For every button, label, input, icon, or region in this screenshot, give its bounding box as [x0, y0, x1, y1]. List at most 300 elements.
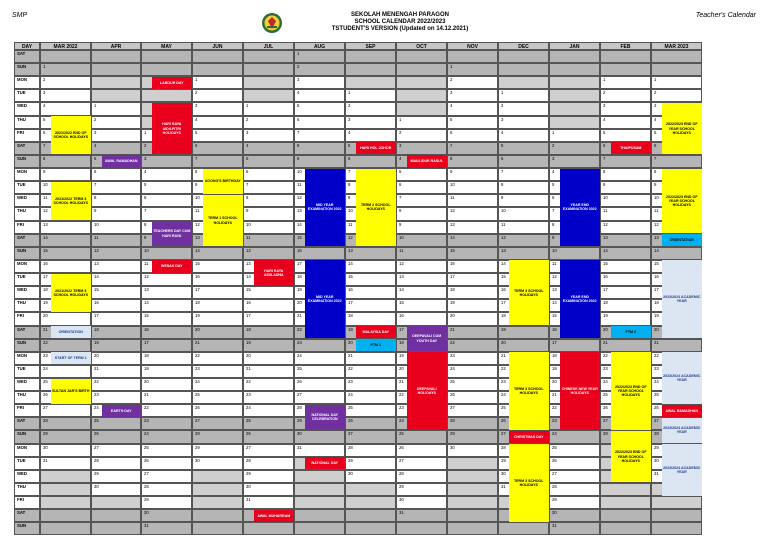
date-cell: 5: [192, 129, 243, 142]
date-cell: 31: [141, 522, 192, 535]
date-cell: 30: [192, 457, 243, 470]
empty-cell: [243, 50, 294, 63]
date-cell: 29: [243, 470, 294, 483]
date-cell: 14: [192, 247, 243, 260]
month-header: DEC: [498, 42, 549, 50]
date-cell: 8: [651, 168, 702, 181]
date-cell: 1: [600, 76, 651, 89]
day-label: MON: [14, 260, 40, 273]
date-cell: 5: [345, 142, 396, 155]
date-cell: 23: [294, 339, 345, 352]
date-cell: 30: [294, 430, 345, 443]
date-cell: 14: [294, 221, 345, 234]
date-cell: 10: [141, 247, 192, 260]
date-cell: 10: [345, 207, 396, 220]
empty-cell: [651, 509, 702, 522]
date-cell: 11: [141, 260, 192, 273]
date-cell: 23: [549, 417, 600, 430]
date-cell: 17: [243, 312, 294, 325]
date-cell: 31: [651, 470, 702, 483]
date-cell: 3: [294, 76, 345, 89]
date-cell: 20: [447, 312, 498, 325]
empty-cell: [40, 496, 91, 509]
date-cell: 16: [192, 273, 243, 286]
date-cell: 16: [243, 299, 294, 312]
date-cell: 20: [141, 378, 192, 391]
date-cell: 18: [345, 312, 396, 325]
month-header: JUL: [243, 42, 294, 50]
date-cell: 22: [91, 378, 141, 391]
date-cell: 25: [345, 404, 396, 417]
calendar-event: DEEPAVALI CUM YOUTH DAY: [407, 326, 447, 351]
date-cell: 2: [294, 63, 345, 76]
month-header: OCT: [396, 42, 447, 50]
date-cell: 16: [345, 286, 396, 299]
date-cell: 4: [192, 116, 243, 129]
date-cell: 25: [91, 417, 141, 430]
date-cell: 25: [396, 430, 447, 443]
empty-cell: [498, 50, 549, 63]
calendar-event: NATIONAL DAY: [305, 457, 345, 469]
date-cell: 26: [243, 430, 294, 443]
date-cell: 16: [600, 273, 651, 286]
date-cell: 19: [91, 339, 141, 352]
date-cell: 16: [549, 326, 600, 339]
date-cell: 4: [40, 102, 91, 115]
date-cell: 29: [549, 496, 600, 509]
month-header: MAR 2022: [40, 42, 91, 50]
empty-cell: [141, 89, 192, 102]
date-cell: 29: [651, 444, 702, 457]
date-cell: 2: [498, 102, 549, 115]
empty-cell: [294, 496, 345, 509]
date-cell: 5: [243, 155, 294, 168]
calendar-event: 2023/2024 ACADEMIC YEAR: [662, 352, 702, 403]
date-cell: 10: [243, 221, 294, 234]
date-cell: 12: [651, 221, 702, 234]
day-label: TUE: [14, 181, 40, 194]
date-cell: 18: [141, 352, 192, 365]
date-cell: 22: [40, 339, 91, 352]
date-cell: 28: [192, 430, 243, 443]
calendar-event: NATIONAL DAY CELEBRATION: [305, 405, 345, 430]
date-cell: 3: [651, 102, 702, 115]
empty-cell: [549, 116, 600, 129]
date-cell: 12: [549, 273, 600, 286]
date-cell: 16: [498, 286, 549, 299]
empty-cell: [141, 50, 192, 63]
date-cell: 6: [651, 142, 702, 155]
calendar-event: LABOUR DAY: [152, 77, 192, 89]
date-cell: 21: [294, 312, 345, 325]
date-cell: 9: [91, 207, 141, 220]
date-cell: 18: [651, 299, 702, 312]
day-label: SAT: [14, 50, 40, 63]
date-cell: 17: [345, 299, 396, 312]
date-cell: 1: [91, 102, 141, 115]
date-cell: 27: [40, 404, 91, 417]
empty-cell: [91, 76, 141, 89]
date-cell: 4: [396, 155, 447, 168]
empty-cell: [396, 89, 447, 102]
date-cell: 7: [243, 181, 294, 194]
date-cell: 7: [396, 194, 447, 207]
calendar-event: THAIPUSAM: [611, 142, 651, 154]
date-cell: 20: [345, 339, 396, 352]
empty-cell: [91, 63, 141, 76]
date-cell: 25: [600, 391, 651, 404]
date-cell: 26: [294, 378, 345, 391]
date-cell: 14: [243, 273, 294, 286]
date-cell: 24: [600, 378, 651, 391]
date-cell: 25: [141, 444, 192, 457]
date-cell: 10: [549, 247, 600, 260]
date-cell: 12: [294, 194, 345, 207]
day-label: FRI: [14, 221, 40, 234]
date-cell: 8: [549, 221, 600, 234]
date-cell: 7: [192, 155, 243, 168]
day-label: FRI: [14, 404, 40, 417]
date-cell: 20: [243, 352, 294, 365]
date-cell: 26: [141, 457, 192, 470]
date-cell: 15: [447, 247, 498, 260]
date-cell: 29: [498, 457, 549, 470]
calendar-type-label: Teacher's Calendar: [695, 12, 756, 19]
date-cell: 14: [345, 260, 396, 273]
calendar-event: MID YEAR EXAMINATION 2022: [305, 169, 345, 247]
date-cell: 24: [40, 365, 91, 378]
date-cell: 13: [91, 260, 141, 273]
empty-cell: [345, 483, 396, 496]
calendar-event: TERM 2 SCHOOL HOLIDAYS: [356, 169, 396, 247]
date-cell: 15: [396, 299, 447, 312]
date-cell: 20: [549, 378, 600, 391]
date-cell: 14: [600, 247, 651, 260]
date-cell: 13: [192, 234, 243, 247]
date-cell: 26: [447, 391, 498, 404]
date-cell: 23: [600, 365, 651, 378]
date-cell: 27: [498, 430, 549, 443]
empty-cell: [243, 76, 294, 89]
date-cell: 19: [40, 299, 91, 312]
date-cell: 4: [345, 129, 396, 142]
date-cell: 22: [498, 365, 549, 378]
date-cell: 22: [396, 391, 447, 404]
date-cell: 18: [192, 299, 243, 312]
date-cell: 22: [192, 352, 243, 365]
empty-cell: [600, 496, 651, 509]
date-cell: 12: [40, 207, 91, 220]
date-cell: 25: [447, 378, 498, 391]
date-cell: 25: [651, 391, 702, 404]
date-cell: 27: [294, 391, 345, 404]
date-cell: 10: [192, 194, 243, 207]
date-cell: 21: [91, 365, 141, 378]
date-cell: 1: [141, 129, 192, 142]
date-cell: 16: [141, 326, 192, 339]
date-cell: 13: [396, 273, 447, 286]
day-label: MON: [14, 352, 40, 365]
date-cell: 24: [447, 365, 498, 378]
day-label: SUN: [14, 155, 40, 168]
date-cell: 23: [40, 352, 91, 365]
date-cell: 5: [141, 181, 192, 194]
empty-cell: [40, 483, 91, 496]
date-cell: 28: [91, 457, 141, 470]
date-cell: 21: [192, 339, 243, 352]
calendar-event: TERM 1 SCHOOL HOLIDAYS: [203, 195, 243, 246]
date-cell: 19: [447, 299, 498, 312]
date-cell: 9: [447, 168, 498, 181]
date-cell: 14: [651, 247, 702, 260]
calendar-event: 2022/2023 END OF YEAR SCHOOL HOLIDAYS: [611, 352, 651, 430]
empty-cell: [549, 76, 600, 89]
date-cell: 31: [498, 483, 549, 496]
date-cell: 27: [345, 430, 396, 443]
empty-cell: [40, 50, 91, 63]
date-cell: 3: [40, 89, 91, 102]
date-cell: 13: [40, 221, 91, 234]
date-cell: 16: [294, 247, 345, 260]
date-cell: 11: [651, 207, 702, 220]
date-cell: 9: [40, 168, 91, 181]
empty-cell: [243, 63, 294, 76]
date-cell: 3: [600, 102, 651, 115]
date-cell: 26: [600, 404, 651, 417]
date-cell: 13: [345, 247, 396, 260]
date-cell: 2: [192, 89, 243, 102]
calendar-event: TERM 3 SCHOOL HOLIDAYS: [509, 352, 549, 430]
date-cell: 9: [345, 194, 396, 207]
date-cell: 5: [294, 102, 345, 115]
date-cell: 12: [141, 273, 192, 286]
date-cell: 21: [447, 326, 498, 339]
date-cell: 15: [141, 312, 192, 325]
date-cell: 14: [40, 234, 91, 247]
date-cell: 11: [498, 221, 549, 234]
date-cell: 11: [192, 207, 243, 220]
date-cell: 27: [396, 457, 447, 470]
date-cell: 23: [192, 365, 243, 378]
calendar-event: AWAL MUHARRAM: [254, 510, 294, 522]
date-cell: 15: [498, 273, 549, 286]
date-cell: 7: [600, 155, 651, 168]
calendar-event: 2021/2022 END OF SCHOOL HOLIDAYS: [51, 116, 91, 154]
date-cell: 12: [600, 221, 651, 234]
calendar-event: 2022/2023 END OF YEAR SCHOOL HOLIDAYS: [662, 103, 702, 154]
school-code-label: SMP: [12, 12, 28, 19]
empty-cell: [447, 50, 498, 63]
date-cell: 24: [141, 430, 192, 443]
date-cell: 17: [447, 273, 498, 286]
date-cell: 19: [345, 326, 396, 339]
date-cell: 9: [600, 181, 651, 194]
calendar-event: AWAL RAMADHAN: [102, 155, 141, 167]
date-cell: 18: [498, 312, 549, 325]
date-cell: 2: [447, 76, 498, 89]
date-cell: 5: [600, 129, 651, 142]
date-cell: 15: [40, 247, 91, 260]
empty-cell: [40, 522, 91, 535]
date-cell: 6: [91, 168, 141, 181]
date-cell: 1: [294, 50, 345, 63]
date-cell: 3: [447, 89, 498, 102]
date-cell: 29: [447, 430, 498, 443]
date-cell: 27: [243, 444, 294, 457]
date-cell: 20: [498, 339, 549, 352]
empty-cell: [447, 522, 498, 535]
date-cell: 26: [651, 404, 702, 417]
date-cell: 17: [396, 326, 447, 339]
date-cell: 28: [294, 404, 345, 417]
calendar-event: ORIENTATION: [662, 234, 702, 246]
empty-cell: [498, 522, 549, 535]
date-cell: 17: [40, 273, 91, 286]
date-cell: 27: [549, 470, 600, 483]
date-cell: 29: [40, 430, 91, 443]
day-label: MON: [14, 444, 40, 457]
date-cell: 23: [396, 404, 447, 417]
date-cell: 19: [396, 352, 447, 365]
empty-cell: [447, 470, 498, 483]
date-cell: 9: [651, 181, 702, 194]
day-label: WED: [14, 102, 40, 115]
version-note: TSTUDENT'S VERSION (Updated on 14.12.2021): [331, 26, 469, 32]
calendar-event: 2021/2022 TERM 3 SCHOOL HOLIDAYS: [51, 274, 91, 312]
date-cell: 2: [141, 142, 192, 155]
empty-cell: [396, 102, 447, 115]
date-cell: 6: [345, 155, 396, 168]
day-label: TUE: [14, 365, 40, 378]
day-label: THU: [14, 391, 40, 404]
date-cell: 30: [91, 483, 141, 496]
date-cell: 19: [294, 286, 345, 299]
date-cell: 10: [396, 234, 447, 247]
date-cell: 12: [345, 234, 396, 247]
date-cell: 3: [396, 142, 447, 155]
date-cell: 11: [40, 194, 91, 207]
date-cell: 14: [549, 299, 600, 312]
calendar-event: 2023/2024 ACADEMIC YEAR: [662, 260, 702, 338]
day-label: WED: [14, 378, 40, 391]
date-cell: 4: [498, 129, 549, 142]
date-cell: 11: [447, 194, 498, 207]
date-cell: 15: [91, 286, 141, 299]
day-label: WED: [14, 194, 40, 207]
empty-cell: [600, 522, 651, 535]
day-label: SUN: [14, 339, 40, 352]
calendar-event: PTM 1: [356, 339, 396, 351]
empty-cell: [192, 483, 243, 496]
date-cell: 7: [91, 181, 141, 194]
date-cell: 8: [243, 194, 294, 207]
empty-cell: [192, 496, 243, 509]
date-cell: 20: [192, 326, 243, 339]
date-cell: 27: [91, 444, 141, 457]
calendar-event: DEEPAVALI HOLIDAYS: [407, 352, 447, 430]
date-cell: 30: [549, 509, 600, 522]
date-cell: 7: [498, 168, 549, 181]
date-cell: 3: [192, 102, 243, 115]
date-cell: 3: [141, 155, 192, 168]
empty-cell: [91, 522, 141, 535]
date-cell: 2: [651, 89, 702, 102]
date-cell: 21: [651, 339, 702, 352]
date-cell: 13: [294, 207, 345, 220]
date-cell: 14: [498, 260, 549, 273]
date-cell: 31: [549, 522, 600, 535]
day-label: SUN: [14, 430, 40, 443]
date-cell: 2: [549, 142, 600, 155]
date-cell: 18: [243, 326, 294, 339]
empty-cell: [91, 509, 141, 522]
date-cell: 2: [396, 129, 447, 142]
date-cell: 24: [243, 404, 294, 417]
day-label: WED: [14, 470, 40, 483]
calendar-event: TERM 3 SCHOOL HOLIDAYS: [509, 444, 549, 522]
date-cell: 5: [498, 142, 549, 155]
date-cell: 24: [91, 404, 141, 417]
calendar-event: TEACHERS DAY CUM HARI RAYA: [152, 221, 192, 246]
date-cell: 5: [447, 116, 498, 129]
empty-cell: [447, 496, 498, 509]
date-cell: 8: [141, 221, 192, 234]
calendar-event: EARTH DAY: [102, 405, 141, 417]
date-cell: 13: [447, 221, 498, 234]
date-cell: 10: [600, 194, 651, 207]
empty-cell: [396, 522, 447, 535]
empty-cell: [549, 50, 600, 63]
date-cell: 5: [91, 155, 141, 168]
date-cell: 26: [396, 444, 447, 457]
date-cell: 7: [141, 207, 192, 220]
calendar-event: HARI HOL JOHOR: [356, 142, 396, 154]
date-cell: 4: [243, 142, 294, 155]
date-cell: 6: [600, 142, 651, 155]
empty-cell: [600, 63, 651, 76]
date-cell: 18: [549, 352, 600, 365]
month-header: AUG: [294, 42, 345, 50]
day-label: WED: [14, 286, 40, 299]
date-cell: 10: [651, 194, 702, 207]
date-cell: 6: [549, 194, 600, 207]
date-cell: 20: [651, 326, 702, 339]
calendar-event: SULTAN JAR'S BIRTH: [51, 379, 91, 404]
empty-cell: [243, 89, 294, 102]
empty-cell: [345, 50, 396, 63]
empty-cell: [651, 522, 702, 535]
date-cell: 3: [243, 129, 294, 142]
empty-cell: [549, 63, 600, 76]
date-cell: 6: [40, 129, 91, 142]
day-label: SUN: [14, 63, 40, 76]
date-cell: 21: [40, 326, 91, 339]
date-cell: 3: [345, 116, 396, 129]
date-cell: 27: [447, 404, 498, 417]
day-label: SAT: [14, 509, 40, 522]
empty-cell: [243, 522, 294, 535]
date-cell: 4: [651, 116, 702, 129]
date-cell: 20: [396, 365, 447, 378]
date-cell: 6: [498, 155, 549, 168]
date-cell: 10: [40, 181, 91, 194]
date-cell: 28: [447, 417, 498, 430]
date-cell: 4: [141, 168, 192, 181]
date-cell: 13: [498, 247, 549, 260]
school-name: SEKOLAH MENENGAH PARAGON: [351, 12, 449, 18]
date-cell: 24: [294, 352, 345, 365]
calendar-event: MALAYSIA DAY: [356, 326, 396, 338]
